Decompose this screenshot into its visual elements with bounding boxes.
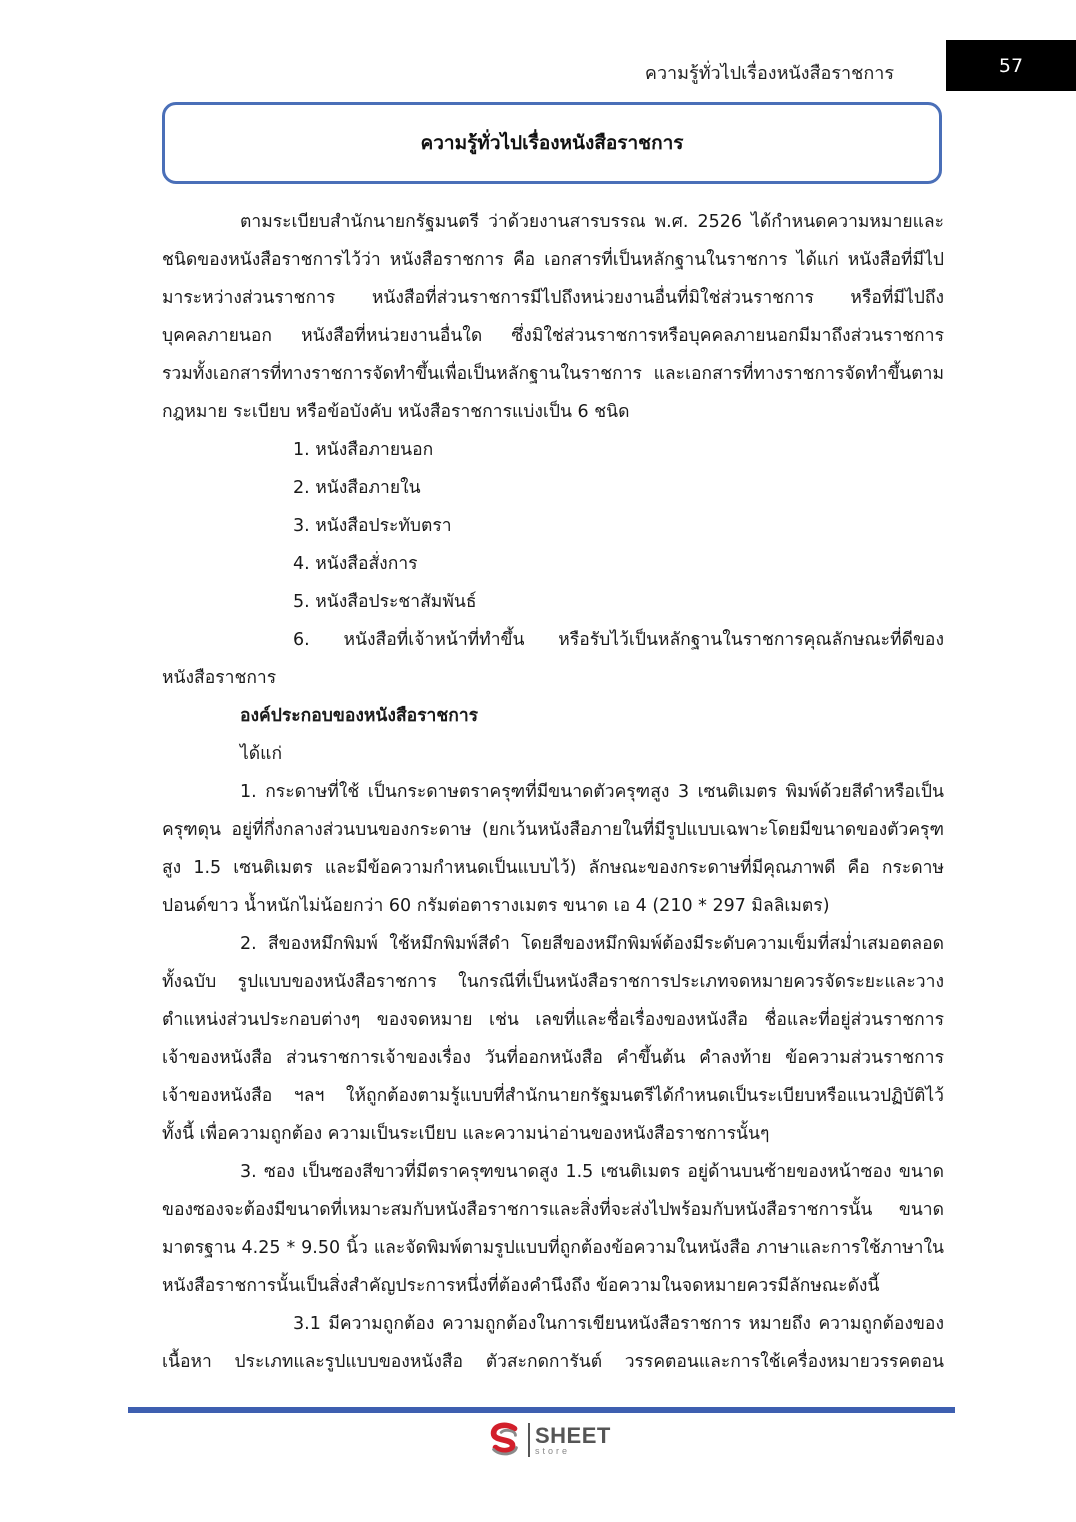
page-number: 57 bbox=[998, 54, 1024, 77]
paragraph-line: 2. สีของหมึกพิมพ์ ใช้หมึกพิมพ์สีดำ โดยสีของหมึกพิมพ์ต้องมีระดับความเข็มที่สม่ำเสมอตลอด bbox=[240, 934, 944, 954]
logo-divider bbox=[528, 1423, 530, 1457]
section-heading: องค์ประกอบของหนังสือราชการ bbox=[240, 706, 479, 726]
paragraph-line: รวมทั้งเอกสารที่ทางราชการจัดทำขึ้นเพื่อเป็นหลักฐานในราชการ และเอกสารที่ทางราชการจัดทำขึ้นตาม bbox=[162, 364, 944, 384]
list-item: 1. หนังสือภายนอก bbox=[293, 440, 434, 460]
paragraph-line: ทั้งฉบับ รูปแบบของหนังสือราชการ ในกรณีที่เป็นหนังสือราชการประเภทจดหมายควรจัดระยะและวาง bbox=[162, 972, 944, 992]
list-item: 6. หนังสือที่เจ้าหน้าที่ทำขึ้น หรือรับไว้เป็นหลักฐานในราชการคุณลักษณะที่ดีของ bbox=[293, 630, 944, 650]
paragraph-line: เนื้อหา ประเภทและรูปแบบของหนังสือ ตัวสะกดการันต์ วรรคตอนและการใช้เครื่องหมายวรรคตอน bbox=[162, 1352, 944, 1372]
paragraph-line: ชนิดของหนังสือราชการไว้ว่า หนังสือราชการ คือ เอกสารที่เป็นหลักฐานในราชการ ได้แก่ หนังสือที่มีไป bbox=[162, 250, 944, 270]
paragraph-line: 1. กระดาษที่ใช้ เป็นกระดาษตราครุฑที่มีขนาดตัวครุฑสูง 3 เซนติเมตร พิมพ์ด้วยสีดำหรือเป็น bbox=[240, 782, 944, 802]
paragraph-line: สูง 1.5 เซนติเมตร และมีข้อความกำหนดเป็นแบบไว้) ลักษณะของกระดาษที่มีคุณภาพดี คือ กระดาษ bbox=[162, 858, 944, 878]
logo-wordmark bbox=[535, 1422, 611, 1456]
paragraph-line: มาระหว่างส่วนราชการ หนังสือที่ส่วนราชการมีไปถึงหน่วยงานอื่นที่มิใช่ส่วนราชการ หรือที่มีไปถึง bbox=[162, 288, 944, 308]
paragraph-line: กฎหมาย ระเบียบ หรือข้อบังคับ หนังสือราชการแบ่งเป็น 6 ชนิด bbox=[162, 402, 630, 422]
logo-main-text: SHEET bbox=[535, 1422, 611, 1448]
paragraph-line: ได้แก่ bbox=[240, 744, 283, 764]
list-item: 5. หนังสือประชาสัมพันธ์ bbox=[293, 592, 477, 612]
paragraph-line: 3. ซอง เป็นซองสีขาวที่มีตราครุฑขนาดสูง 1.5 เซนติเมตร อยู่ด้านบนซ้ายของหน้าซอง ขนาด bbox=[240, 1162, 944, 1182]
list-item: 3. หนังสือประทับตรา bbox=[293, 516, 452, 536]
paragraph-line: เจ้าของหนังสือ ส่วนราชการเจ้าของเรื่อง วันที่ออกหนังสือ คำขึ้นต้น คำลงท้าย ข้อความส่วนราชการ bbox=[162, 1048, 944, 1068]
paragraph-line: ครุฑดุน อยู่ที่กึ่งกลางส่วนบนของกระดาษ (ยกเว้นหนังสือภายในที่มีรูปแบบเฉพาะโดยมีขนาดของตัวครุฑ bbox=[162, 820, 944, 840]
paragraph-line: ทั้งนี้ เพื่อความถูกต้อง ความเป็นระเบียบ และความน่าอ่านของหนังสือราชการนั้นๆ bbox=[162, 1124, 770, 1144]
page-number-box bbox=[946, 40, 1076, 91]
paragraph-line: ปอนด์ขาว น้ำหนักไม่น้อยกว่า 60 กรัมต่อตารางเมตร ขนาด เอ 4 (210 * 297 มิลลิเมตร) bbox=[162, 896, 830, 916]
paragraph-line: บุคคลภายนอก หนังสือที่หน่วยงานอื่นใด ซึ่งมิใช่ส่วนราชการหรือบุคคลภายนอกมีมาถึงส่วนราชการ bbox=[162, 326, 944, 346]
chapter-title: ความรู้ทั่วไปเรื่องหนังสือราชการ bbox=[420, 132, 684, 154]
paragraph-line: หนังสือราชการนั้นเป็นสิ่งสำคัญประการหนึ่งที่ต้องคำนึงถึง ข้อความในจดหมายควรมีลักษณะดังนี้ bbox=[162, 1276, 880, 1296]
paragraph-line: มาตรฐาน 4.25 * 9.50 นิ้ว และจัดพิมพ์ตามรูปแบบที่ถูกต้องข้อความในหนังสือ ภาษาและการใช้ภาษาใน bbox=[162, 1238, 944, 1258]
logo-sub-text: store bbox=[535, 1445, 571, 1456]
sheet-logo-icon bbox=[486, 1421, 524, 1459]
paragraph-line: หนังสือราชการ bbox=[162, 668, 277, 688]
paragraph-line: ตามระเบียบสำนักนายกรัฐมนตรี ว่าด้วยงานสารบรรณ พ.ศ. 2526 ได้กำหนดความหมายและ bbox=[240, 212, 944, 232]
sheet-store-logo bbox=[486, 1420, 611, 1460]
paragraph-line: ของซองจะต้องมีขนาดที่เหมาะสมกับหนังสือราชการและสิ่งที่จะส่งไปพร้อมกับหนังสือราชการนั้น ขนาด bbox=[162, 1200, 944, 1220]
list-item: 2. หนังสือภายใน bbox=[293, 478, 421, 498]
page-body bbox=[162, 203, 944, 1381]
paragraph-line: เจ้าของหนังสือ ฯลฯ ให้ถูกต้องตามรู้แบบที่สำนักนายกรัฐมนตรีได้กำหนดเป็นระเบียบหรือแนวปฏิบัติไว้ bbox=[162, 1086, 944, 1106]
paragraph-line: 3.1 มีความถูกต้อง ความถูกต้องในการเขียนหนังสือราชการ หมายถึง ความถูกต้องของ bbox=[293, 1314, 944, 1334]
running-header-title: ความรู้ทั่วไปเรื่องหนังสือราชการ bbox=[644, 63, 894, 84]
chapter-title-box bbox=[162, 102, 942, 184]
footer-rule bbox=[128, 1407, 955, 1413]
list-item: 4. หนังสือสั่งการ bbox=[293, 554, 418, 574]
paragraph-line: ตำแหน่งส่วนประกอบต่างๆ ของจดหมาย เช่น เลขที่และชื่อเรื่องของหนังสือ ชื่อและที่อยู่ส่วนราชการ bbox=[162, 1010, 944, 1030]
